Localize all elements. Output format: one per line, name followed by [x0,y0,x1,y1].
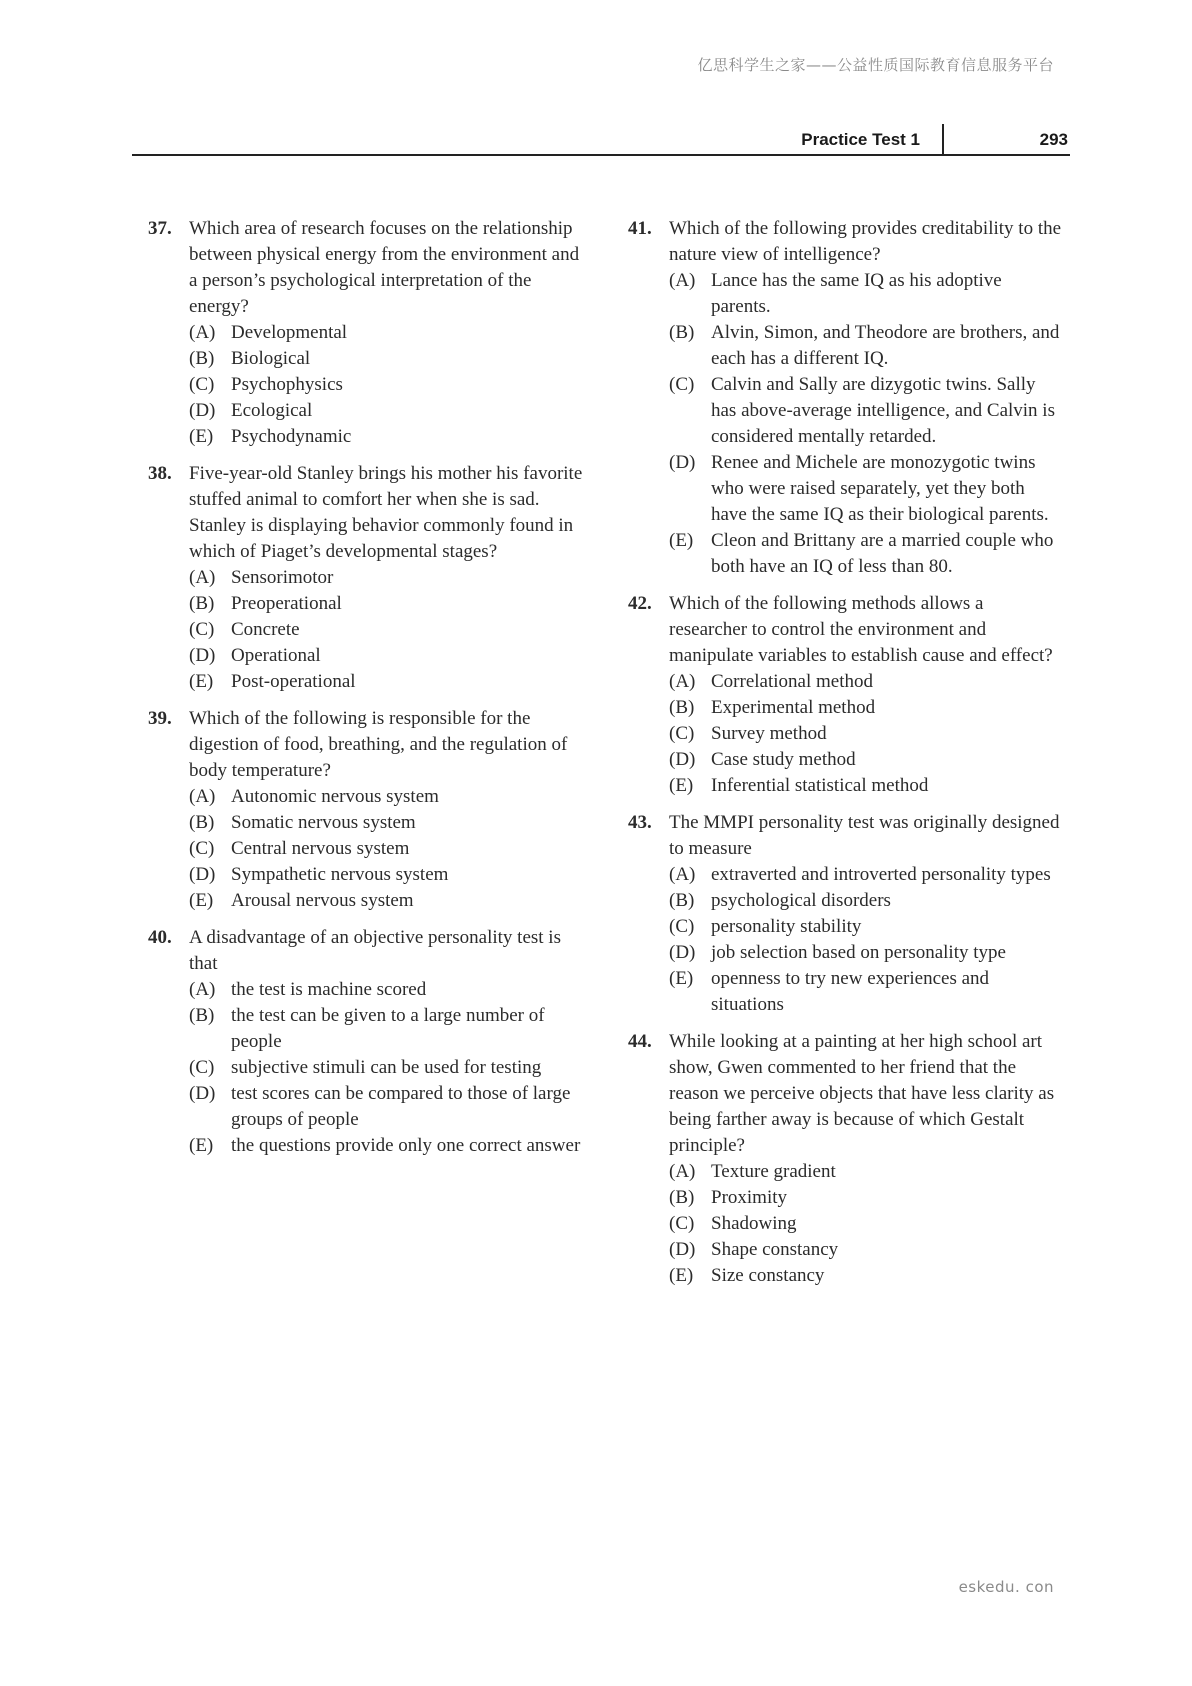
section-title: Practice Test 1 [801,130,920,149]
option-text: Calvin and Sally are dizygotic twins. Sally has above-average intelligence, and Calvin is considered mentally retarded. [711,374,1055,447]
option-letter: (C) [189,1057,215,1078]
option-text: Arousal nervous system [231,890,414,911]
option-text: Experimental method [711,697,876,718]
answer-option [669,695,1064,721]
option-text: Sensorimotor [231,567,334,588]
answer-option [189,398,584,424]
answer-option [669,862,1064,888]
question-stem: Which of the following is responsible for the digestion of food, breathing, and the regulation of body temperature? [189,708,568,781]
option-letter: (B) [189,1005,215,1026]
option-letter: (D) [189,1083,216,1104]
option-letter: (B) [669,890,695,911]
option-text: Psychodynamic [231,426,352,447]
option-text: Somatic nervous system [231,812,416,833]
right-column [628,216,1064,1300]
option-letter: (C) [669,916,695,937]
question-number: 42. [628,593,652,614]
answer-option [669,1237,1064,1263]
option-text: Central nervous system [231,838,410,859]
question-40 [148,925,584,1159]
answer-option [189,836,584,862]
footer-watermark: eskedu. con [958,1578,1054,1596]
answer-option [669,1263,1064,1289]
question-stem: Five-year-old Stanley brings his mother his favorite stuffed animal to comfort her when she is sad. Stanley is displaying behavior commonly found in which of Piaget’s developmental stages? [189,463,583,562]
answer-option [189,346,584,372]
option-text: Preoperational [231,593,342,614]
answer-option [189,1081,584,1133]
option-text: the questions provide only one correct answer [231,1135,581,1156]
question-number: 40. [148,927,172,948]
option-text: job selection based on personality type [711,942,1006,963]
question-41 [628,216,1064,580]
option-text: Renee and Michele are monozygotic twins who were raised separately, yet they both have the same IQ as their biological parents. [711,452,1049,525]
question-stem: Which of the following methods allows a researcher to control the environment and manipulate variables to establish cause and effect? [669,593,1053,666]
option-text: Correlational method [711,671,873,692]
question-number: 43. [628,812,652,833]
option-letter: (E) [669,968,694,989]
option-text: Case study method [711,749,856,770]
answer-option [189,565,584,591]
option-text: Inferential statistical method [711,775,929,796]
option-text: Cleon and Brittany are a married couple who both have an IQ of less than 80. [711,530,1054,577]
option-letter: (D) [669,749,696,770]
option-letter: (A) [669,1161,696,1182]
option-letter: (E) [189,426,214,447]
left-column [148,216,584,1170]
answer-option [189,888,584,914]
answer-option [669,268,1064,320]
answer-option [669,966,1064,1018]
option-letter: (E) [189,1135,214,1156]
answer-option [189,372,584,398]
option-letter: (D) [189,645,216,666]
question-stem: A disadvantage of an objective personality test is that [189,927,561,974]
question-number: 37. [148,218,172,239]
option-text: extraverted and introverted personality types [711,864,1051,885]
answer-option [189,862,584,888]
option-letter: (C) [669,374,695,395]
option-letter: (C) [669,1213,695,1234]
option-text: Shape constancy [711,1239,839,1260]
option-letter: (D) [189,400,216,421]
option-text: Concrete [231,619,300,640]
option-text: subjective stimuli can be used for testing [231,1057,542,1078]
answer-option [189,669,584,695]
page-number: 293 [1039,130,1068,149]
option-letter: (A) [669,864,696,885]
answer-option [189,784,584,810]
question-38 [148,461,584,695]
answer-option [669,669,1064,695]
option-letter: (A) [189,322,216,343]
option-letter: (C) [189,374,215,395]
question-39 [148,706,584,914]
option-letter: (B) [189,593,215,614]
question-stem: Which area of research focuses on the relationship between physical energy from the environment and a person’s psychological interpretation of the energy? [189,218,580,317]
running-head [132,120,1070,156]
question-44 [628,1029,1064,1289]
option-text: Autonomic nervous system [231,786,439,807]
option-text: Biological [231,348,311,369]
option-letter: (B) [189,812,215,833]
answer-option [669,773,1064,799]
option-letter: (B) [669,1187,695,1208]
answer-option [669,747,1064,773]
option-letter: (C) [189,619,215,640]
option-text: Operational [231,645,321,666]
option-letter: (E) [669,530,694,551]
option-text: the test can be given to a large number of people [231,1005,545,1052]
answer-option [189,591,584,617]
answer-option [189,977,584,1003]
option-letter: (D) [669,1239,696,1260]
answer-option [669,528,1064,580]
answer-option [189,320,584,346]
question-stem: While looking at a painting at her high school art show, Gwen commented to her friend that the reason we perceive objects that have less clarity as being farther away is because of which Gestalt principle? [669,1031,1055,1156]
question-number: 41. [628,218,652,239]
option-text: Post-operational [231,671,356,692]
answer-option [189,424,584,450]
option-text: psychological disorders [711,890,891,911]
option-text: Alvin, Simon, and Theodore are brothers, and each has a different IQ. [711,322,1060,369]
option-letter: (A) [189,567,216,588]
question-43 [628,810,1064,1018]
option-letter: (B) [189,348,215,369]
option-text: Ecological [231,400,313,421]
question-number: 44. [628,1031,652,1052]
option-letter: (D) [189,864,216,885]
answer-option [189,617,584,643]
option-text: Sympathetic nervous system [231,864,449,885]
option-text: Size constancy [711,1265,825,1286]
option-text: Lance has the same IQ as his adoptive parents. [711,270,1002,317]
option-letter: (E) [189,890,214,911]
answer-option [189,1003,584,1055]
option-text: Shadowing [711,1213,797,1234]
option-letter: (E) [189,671,214,692]
option-letter: (C) [669,723,695,744]
option-letter: (A) [189,786,216,807]
answer-option [189,810,584,836]
answer-option [189,643,584,669]
answer-option [669,372,1064,450]
question-stem: The MMPI personality test was originally designed to measure [669,812,1060,859]
question-37 [148,216,584,450]
option-text: the test is machine scored [231,979,427,1000]
option-letter: (B) [669,322,695,343]
option-text: test scores can be compared to those of large groups of people [231,1083,571,1130]
answer-option [189,1133,584,1159]
option-text: Psychophysics [231,374,343,395]
option-letter: (E) [669,1265,694,1286]
option-letter: (A) [669,270,696,291]
option-text: Texture gradient [711,1161,836,1182]
answer-option [669,320,1064,372]
answer-option [669,721,1064,747]
option-text: openness to try new experiences and situations [711,968,990,1015]
option-letter: (C) [189,838,215,859]
question-stem: Which of the following provides creditability to the nature view of intelligence? [669,218,1062,265]
answer-option [669,1185,1064,1211]
option-text: Developmental [231,322,348,343]
option-letter: (D) [669,452,696,473]
option-letter: (A) [189,979,216,1000]
answer-option [669,1211,1064,1237]
option-text: personality stability [711,916,862,937]
option-text: Proximity [711,1187,788,1208]
option-letter: (A) [669,671,696,692]
question-number: 38. [148,463,172,484]
answer-option [669,888,1064,914]
answer-option [189,1055,584,1081]
header-divider [942,124,944,154]
question-42 [628,591,1064,799]
answer-option [669,1159,1064,1185]
watermark-text: 亿思科学生之家——公益性质国际教育信息服务平台 [697,56,1054,74]
option-letter: (E) [669,775,694,796]
answer-option [669,940,1064,966]
question-number: 39. [148,708,172,729]
option-letter: (D) [669,942,696,963]
option-letter: (B) [669,697,695,718]
answer-option [669,914,1064,940]
answer-option [669,450,1064,528]
option-text: Survey method [711,723,827,744]
